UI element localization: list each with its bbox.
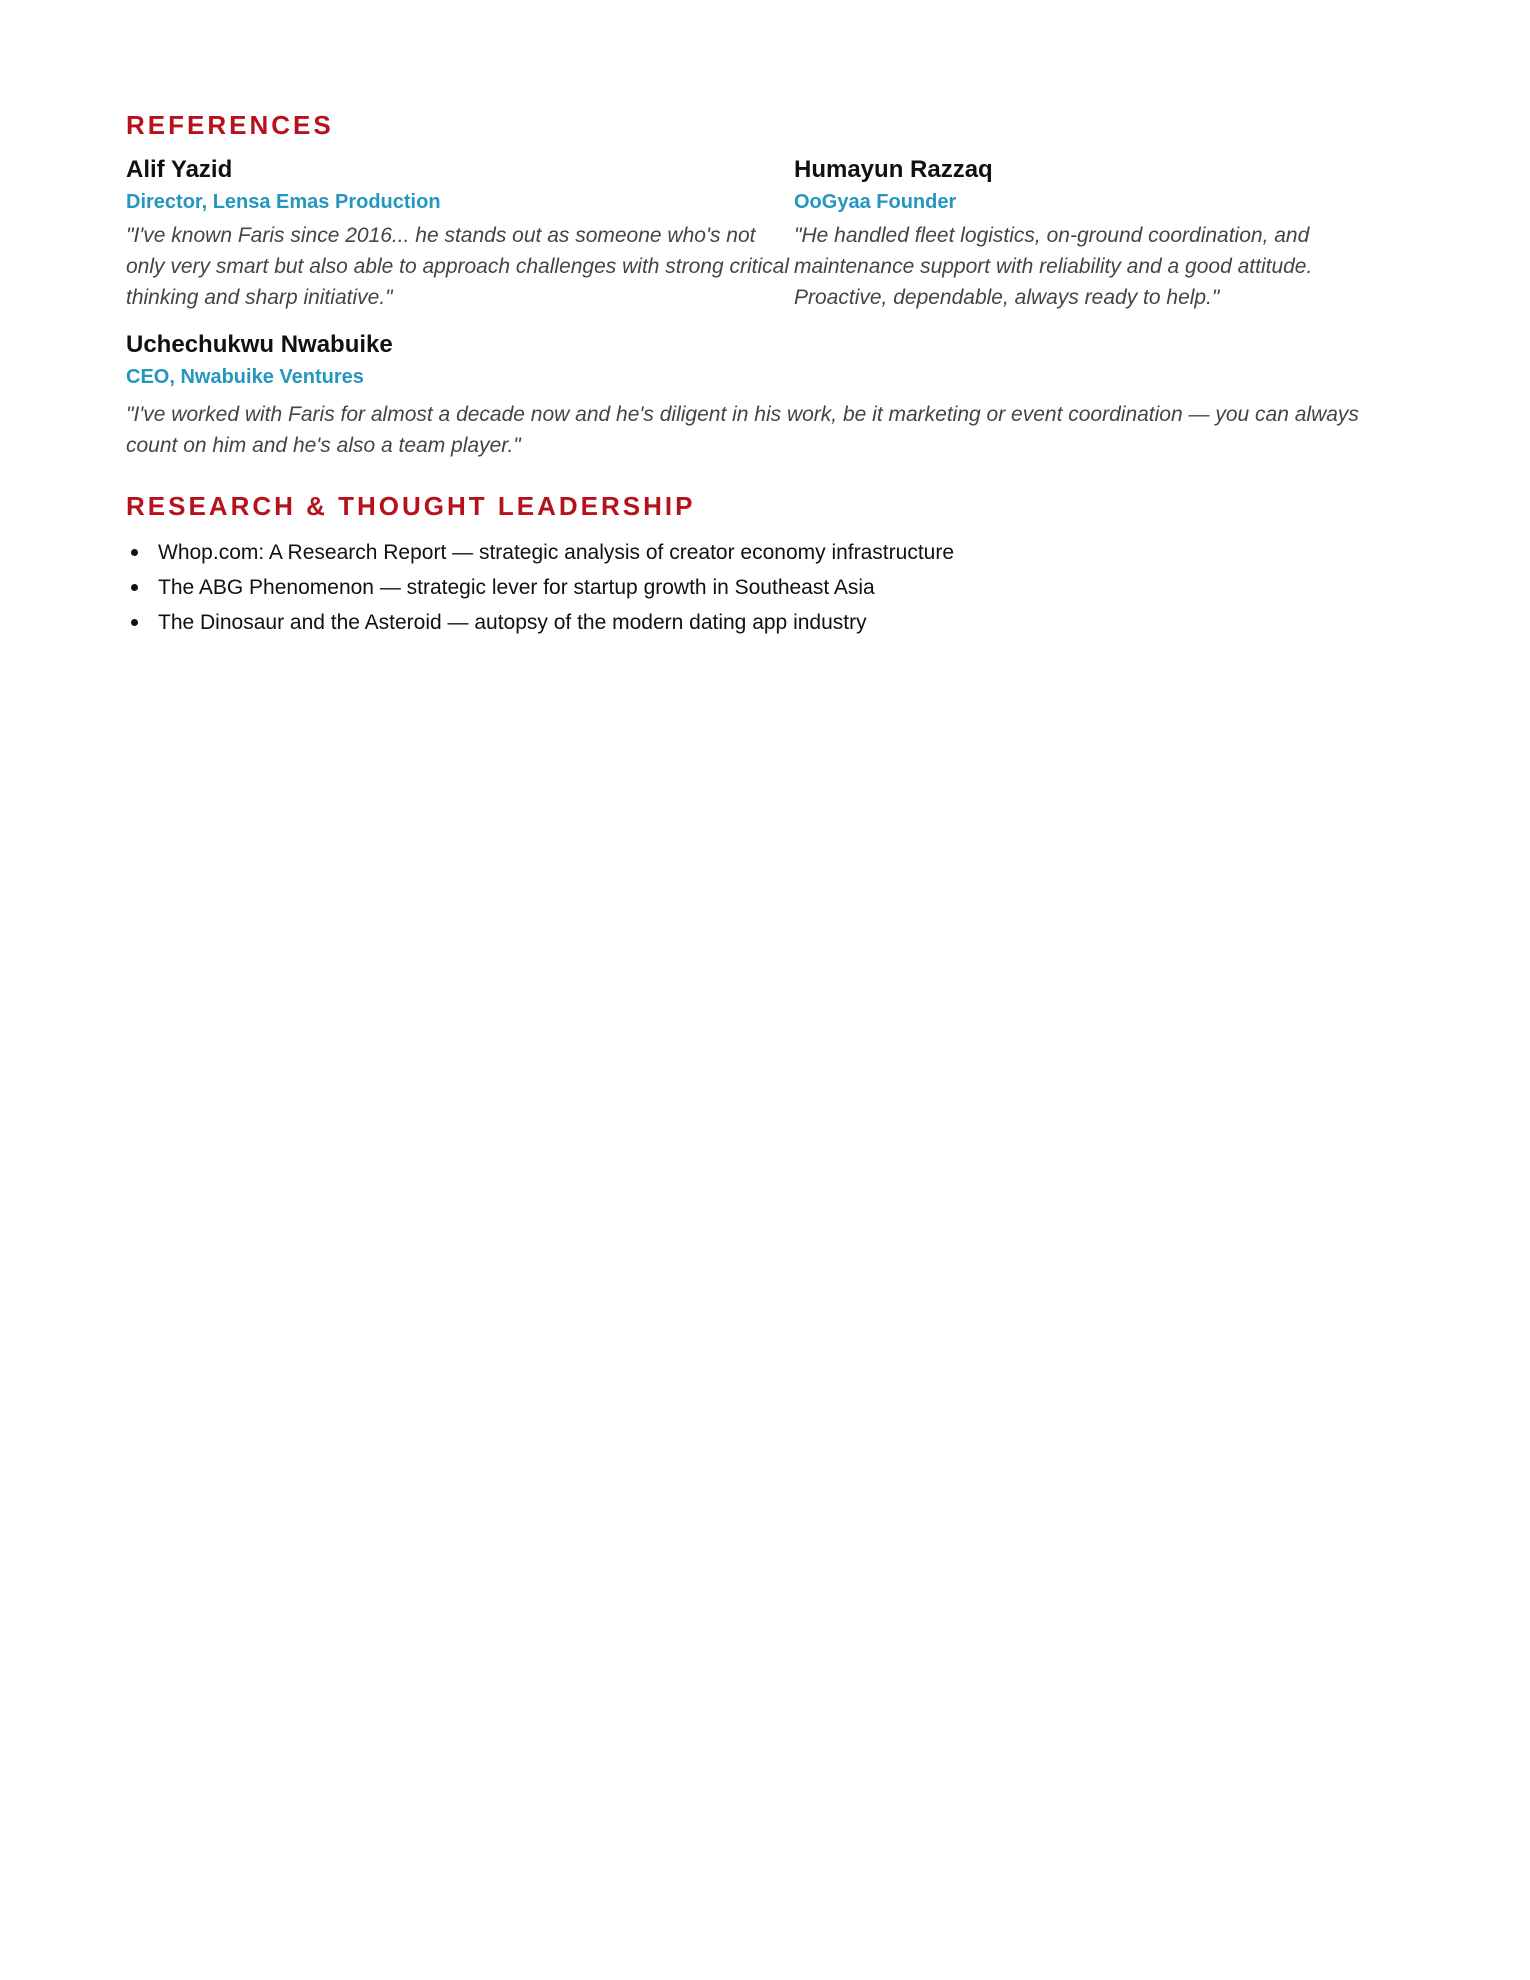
references-section: [126, 108, 1406, 461]
reference-role: CEO, Nwabuike Ventures: [126, 366, 364, 388]
reference-role: Director, Lensa Emas Production: [126, 191, 441, 213]
research-section: [126, 489, 1406, 640]
resume-page: [126, 108, 1406, 640]
research-item-text: Whop.com: A Research Report — strategic analysis of creator economy infrastructure: [158, 541, 955, 564]
research-item-text: The Dinosaur and the Asteroid — autopsy of the modern dating app industry: [158, 611, 867, 634]
bullet-icon: [131, 549, 138, 556]
list-item: [126, 570, 1406, 605]
list-item: [126, 605, 1406, 640]
reference-card: [126, 154, 794, 313]
reference-role: OoGyaa Founder: [794, 191, 957, 213]
reference-quote: "I've known Faris since 2016... he stands out as someone who's not only very smart but also able to approach challenges with strong critical thinking and sharp initiative.": [126, 224, 789, 309]
bullet-icon: [131, 619, 138, 626]
reference-card: [126, 329, 1406, 461]
research-heading: RESEARCH & THOUGHT LEADERSHIP: [126, 491, 696, 521]
references-heading: REFERENCES: [126, 110, 334, 140]
bullet-icon: [131, 584, 138, 591]
research-list: [126, 535, 1406, 640]
research-item-text: The ABG Phenomenon — strategic lever for startup growth in Southeast Asia: [158, 576, 875, 599]
reference-name: Alif Yazid: [126, 156, 233, 183]
reference-name: Uchechukwu Nwabuike: [126, 331, 393, 358]
list-item: [126, 535, 1406, 570]
reference-quote: "I've worked with Faris for almost a decade now and he's diligent in his work, be it marketing or event coordination — you can always count on him and he's also a team player.": [126, 403, 1359, 457]
reference-quote: "He handled fleet logistics, on-ground coordination, and maintenance support with reliability and a good attitude. Proactive, dependable, always ready to help.": [794, 224, 1313, 309]
references-grid: [126, 154, 1406, 313]
reference-name: Humayun Razzaq: [794, 156, 993, 183]
reference-card: [794, 154, 1406, 313]
